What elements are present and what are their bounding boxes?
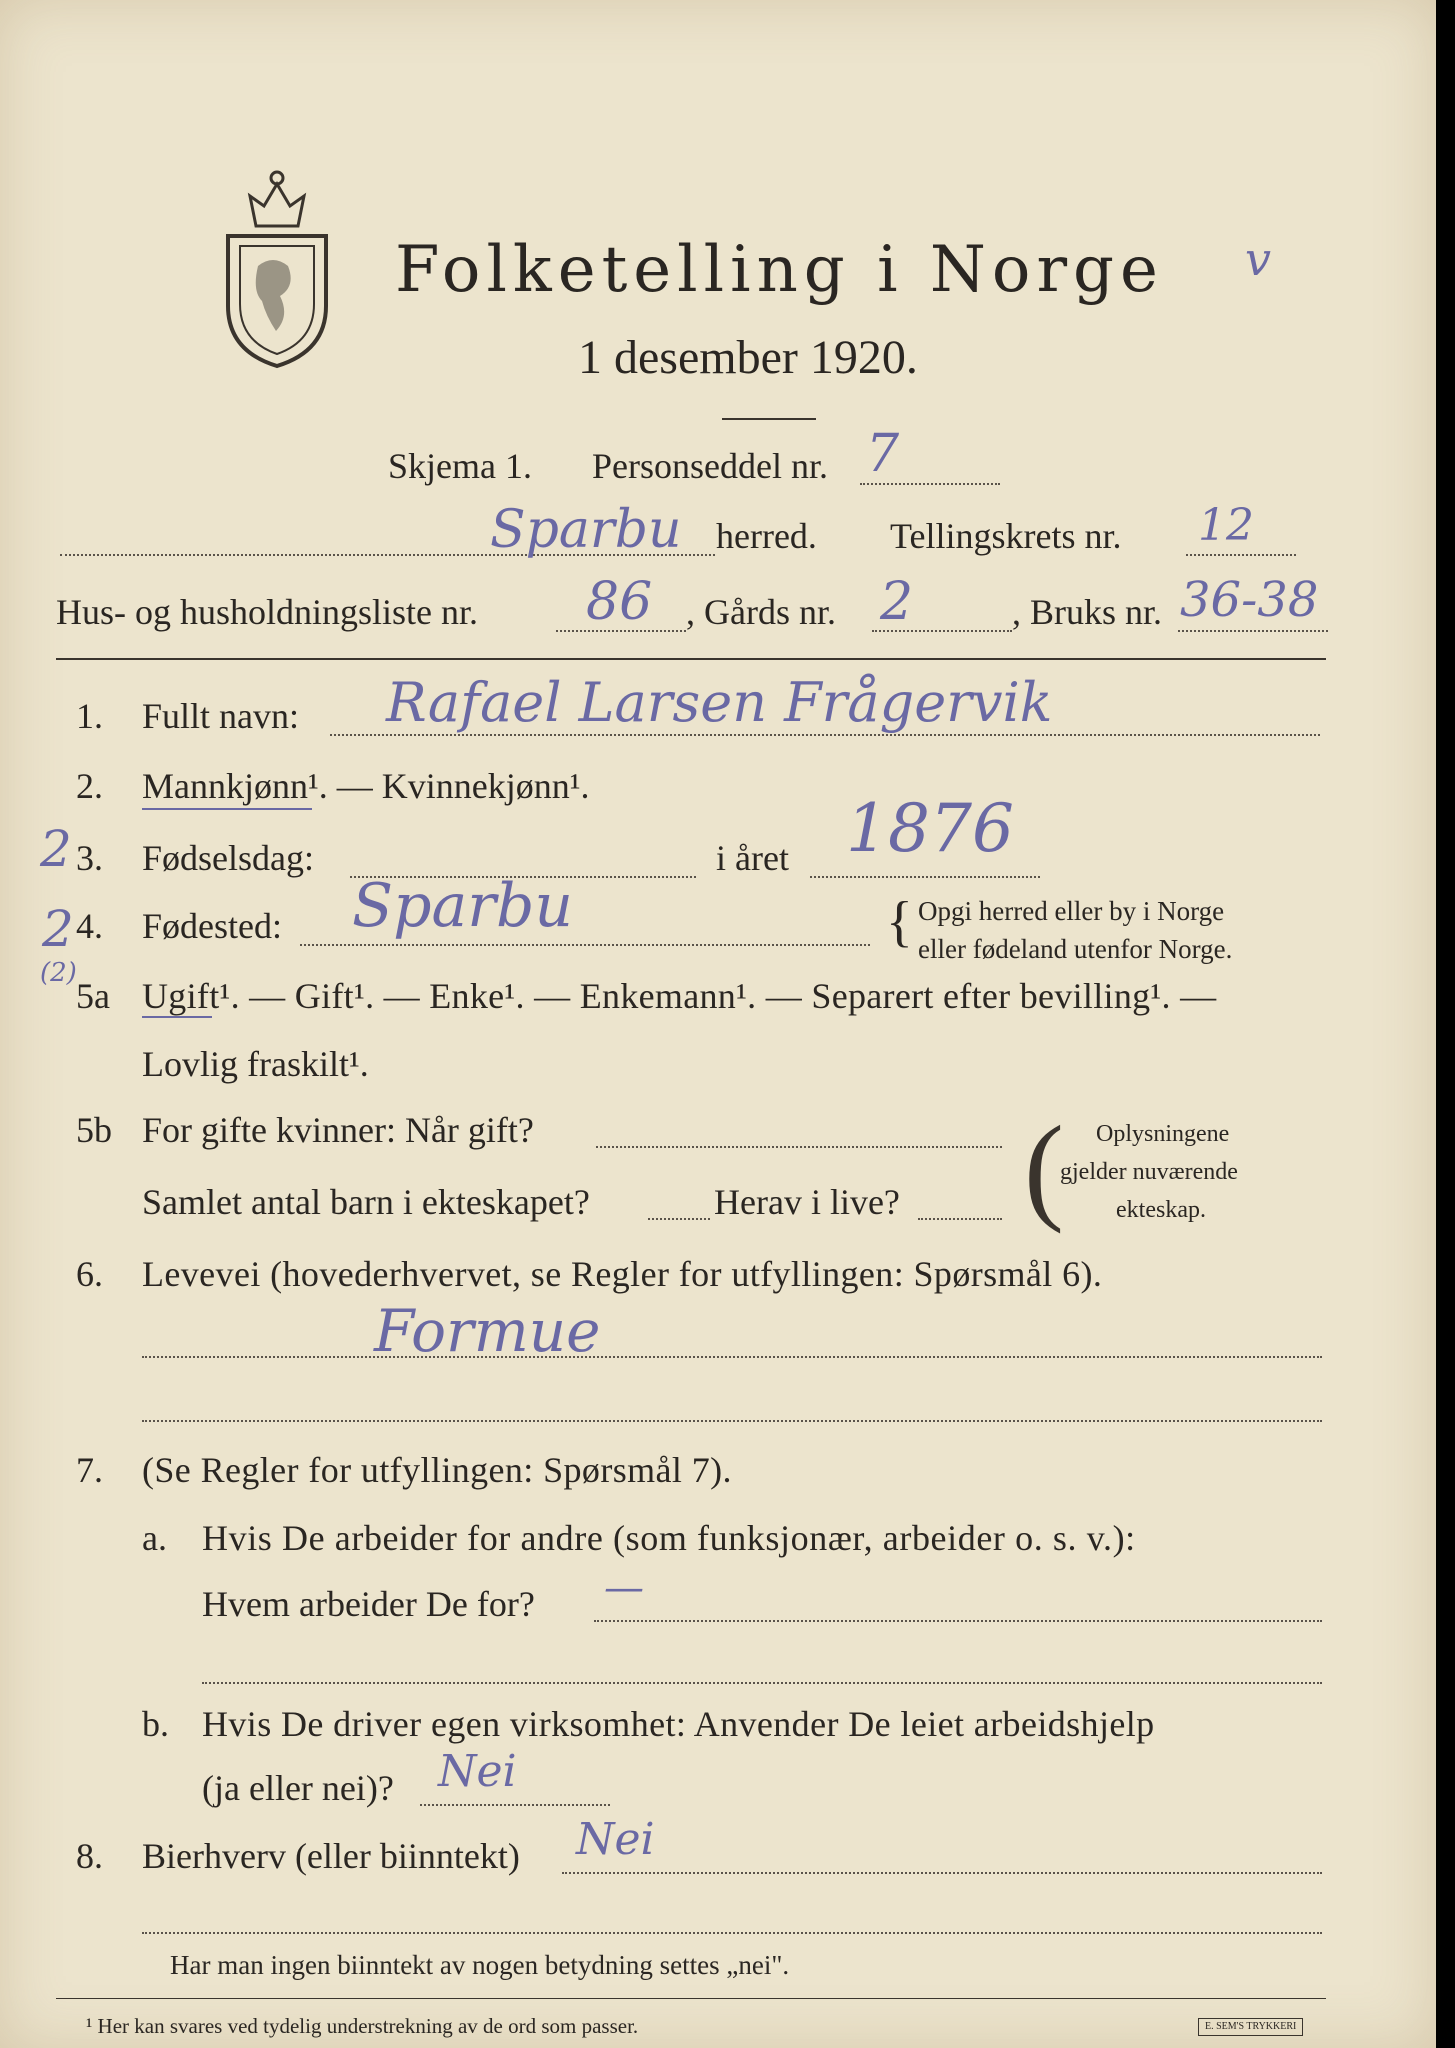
q6-number: 6. <box>76 1254 103 1294</box>
q7a-label-2: Hvem arbeider De for? <box>202 1584 535 1624</box>
q7a-line-2 <box>202 1682 1322 1684</box>
gards-value: 2 <box>880 572 914 632</box>
margin-mark-3: 2 <box>40 820 72 878</box>
tellingskrets-line <box>1186 554 1296 556</box>
q7b-letter: b. <box>142 1704 169 1744</box>
q5a-number: 5a <box>76 976 110 1016</box>
q7b-value: Nei <box>438 1746 517 1797</box>
q5b-label: For gifte kvinner: Når gift? <box>142 1110 534 1150</box>
corner-check-mark: v <box>1245 232 1271 286</box>
q5a-label-2: Lovlig fraskilt¹. <box>142 1044 369 1084</box>
schema-label: Skjema 1. <box>388 446 532 486</box>
census-date: 1 desember 1920. <box>578 331 918 384</box>
hus-label: Hus- og husholdningsliste nr. <box>56 592 479 632</box>
personseddel-label: Personseddel nr. <box>592 446 828 486</box>
q1-value: Rafael Larsen Frågervik <box>386 671 1053 734</box>
q5b-number: 5b <box>76 1110 112 1150</box>
q7a-letter: a. <box>142 1518 167 1558</box>
norwegian-coat-of-arms-icon <box>218 166 336 370</box>
bruks-value: 36-38 <box>1180 572 1319 628</box>
q8-number: 8. <box>76 1836 103 1876</box>
margin-mark-4: 2 <box>42 900 74 958</box>
q8-label: Bierhverv (eller biinntekt) <box>142 1836 520 1876</box>
q5b-bracket: ( <box>1024 1101 1064 1234</box>
q6-line-2 <box>142 1420 1322 1422</box>
q7a-line <box>594 1620 1322 1622</box>
q4-note-line2: eller fødeland utenfor Norge. <box>918 934 1233 964</box>
hus-value: 86 <box>586 572 653 632</box>
q3-label: Fødselsdag: <box>142 838 315 878</box>
q5b-note-line2: gjelder nuværende <box>1060 1159 1238 1185</box>
margin-mark-5: (2) <box>40 958 77 988</box>
footnote-divider <box>56 1998 1326 1999</box>
q7b-label-2: (ja eller nei)? <box>202 1768 394 1808</box>
q4-number: 4. <box>76 906 103 946</box>
q5b-note-line3: ekteskap. <box>1116 1197 1206 1223</box>
q4-brace: { <box>886 891 913 953</box>
printer-mark: E. SEM'S TRYKKERI <box>1198 2018 1303 2036</box>
q3-number: 3. <box>76 838 103 878</box>
q4-value: Sparbu <box>352 871 574 941</box>
q1-number: 1. <box>76 696 103 736</box>
title-divider <box>722 418 816 420</box>
q7a-label: Hvis De arbeider for andre (som funksjonær, arbeider o. s. v.): <box>202 1518 1136 1558</box>
tellingskrets-label: Tellingskrets nr. <box>890 516 1122 556</box>
q5b-line <box>596 1146 1002 1148</box>
q7b-line <box>420 1804 610 1806</box>
q5a-label: Ugift¹. — Gift¹. — Enke¹. — Enkemann¹. — Separert efter bevilling¹. — <box>142 976 1217 1016</box>
footer-note: Har man ingen biinntekt av nogen betydning settes „nei". <box>170 1950 790 1980</box>
q5b-line-2 <box>648 1218 710 1220</box>
q5b-label-2: Samlet antal barn i ekteskapet? <box>142 1182 590 1222</box>
q7a-value: — <box>604 1565 644 1611</box>
q5a-underline <box>142 1016 212 1018</box>
footnote: ¹ Her kan svares ved tydelig understrekning av de ord som passer. <box>86 2014 639 2038</box>
q1-label: Fullt navn: <box>142 696 300 736</box>
personseddel-value: 7 <box>866 424 900 484</box>
q6-line <box>142 1356 1322 1358</box>
q7-number: 7. <box>76 1450 103 1490</box>
q3-year-label: i året <box>716 838 789 878</box>
q5b-line-3 <box>918 1218 1002 1220</box>
q3-year-line <box>810 876 1040 878</box>
q4-line <box>300 944 870 946</box>
bruks-label: , Bruks nr. <box>1012 592 1163 632</box>
q2-underline <box>142 808 312 810</box>
q7b-label: Hvis De driver egen virksomhet: Anvender De leiet arbeidshjelp <box>202 1704 1155 1744</box>
q7-label: (Se Regler for utfyllingen: Spørsmål 7). <box>142 1450 732 1490</box>
q5b-label-3: Herav i live? <box>714 1182 900 1222</box>
q8-line <box>562 1872 1322 1874</box>
header-divider <box>56 658 1326 660</box>
q3-year-value: 1876 <box>846 790 1014 867</box>
q8-value: Nei <box>576 1814 655 1865</box>
q6-label: Levevei (hovederhvervet, se Regler for utfyllingen: Spørsmål 6). <box>142 1254 1103 1294</box>
q5b-note-line1: Oplysningene <box>1096 1121 1230 1147</box>
herred-label: herred. <box>716 516 817 556</box>
q1-line <box>330 734 1320 736</box>
q2-number: 2. <box>76 766 103 806</box>
q6-value: Formue <box>374 1297 601 1365</box>
form-title: Folketelling i Norge <box>395 233 1164 307</box>
bruks-line <box>1178 630 1328 632</box>
q2-label: Mannkjønn¹. — Kvinnekjønn¹. <box>142 766 590 806</box>
tellingskrets-value: 12 <box>1198 500 1254 551</box>
q4-label: Fødested: <box>142 906 282 946</box>
herred-value: Sparbu <box>490 500 682 560</box>
gards-label: , Gårds nr. <box>686 592 836 632</box>
q4-note-line1: Opgi herred eller by i Norge <box>918 896 1225 926</box>
footer-line <box>142 1932 1322 1934</box>
